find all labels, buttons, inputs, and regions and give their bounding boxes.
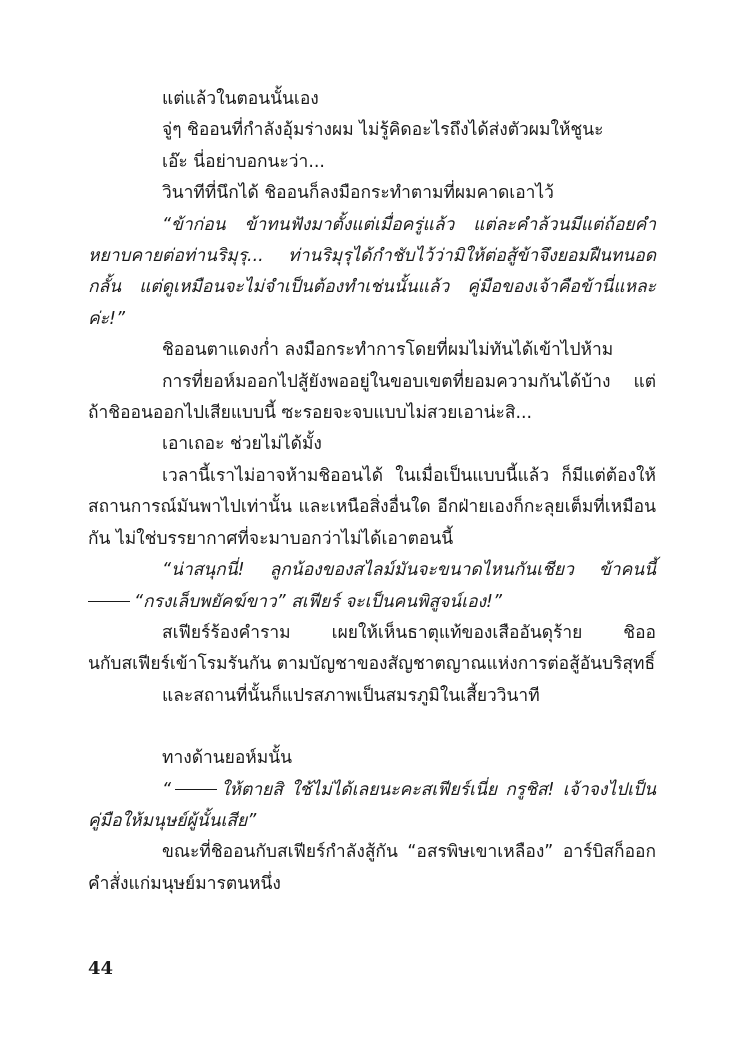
paragraph: การที่ยอห์มออกไปสู้ยังพออยู่ในขอบเขตที่ยอมความกันได้บ้าง แต่ถ้าชิออนออกไปเสียแบบนี้ ซะรอยจะจบแบบไม่สวยเอาน่ะสิ...	[88, 371, 656, 424]
paragraph: จู่ๆ ชิออนที่กำลังอุ้มร่างผม ไม่รู้คิดอะไรถึงได้ส่งตัวผมให้ชูนะ	[162, 120, 604, 141]
page-number: 44	[88, 958, 114, 979]
dialogue-part: ให้ตายสิ ใช้ไม่ได้เลยนะคะสเฟียร์เนี่ย กรูชิส! เจ้าจงไปเป็นคู่มือให้มนุษย์ผู้นั้นเสีย”	[88, 779, 656, 831]
paragraph: ทางด้านยอห์มนั้น	[162, 748, 293, 769]
dialogue-part: “น่าสนุกนี่! ลูกน้องของสไลม์มันจะขนาดไหนกันเชียว ข้าคนนี้	[162, 560, 656, 581]
dialogue-paragraph: “ข้าก่อน ข้าทนฟังมาตั้งแต่เมื่อครู่แล้ว แต่ละคำล้วนมีแต่ถ้อยคำหยาบคายต่อท่านริมุรุ... ท่านริมุรุได้กำชับไว้ว่ามิให้ต่อสู้ข้าจึงยอมฝืนทนอดกลั้น แต่ดูเหมือนจะไม่จำเป็นต้องทำเช่นนั้นแล้ว คู่มือของเจ้าคือข้านี่แหละค่ะ!”	[88, 214, 656, 329]
dialogue-paragraph	[88, 775, 656, 838]
paragraph: วินาทีที่นึกได้ ชิออนก็ลงมือกระทำตามที่ผมคาดเอาไว้	[162, 183, 554, 204]
paragraph: และสถานที่นั้นก็แปรสภาพเป็นสมรภูมิในเสี้ยววินาที	[162, 685, 540, 706]
paragraph: ขณะที่ชิออนกับสเฟียร์กำลังสู้กัน “อสรพิษเขาเหลือง” อาร์บิสก็ออกคำสั่งแก่มนุษย์มารตนหนึ่ง	[88, 842, 656, 894]
paragraph: เวลานี้เราไม่อาจห้ามชิออนได้ ในเมื่อเป็นแบบนี้แล้ว ก็มีแต่ต้องให้สถานการณ์มันพาไปเท่านั้น และเหนือสิ่งอื่นใด อีกฝ่ายเองก็กะลุยเต็มที่เหมือนกัน ไม่ใช่บรรยากาศที่จะมาบอกว่าไม่ได้เอาตอนนี้	[88, 465, 656, 549]
scene-break	[88, 712, 656, 743]
paragraph: เอ๊ะ นี่อย่าบอกนะว่า...	[162, 151, 325, 172]
dialogue-paragraph	[88, 555, 656, 618]
paragraph: สเฟียร์ร้องคำราม เผยให้เห็นธาตุแท้ของเสืออันดุร้าย ชิออนกับสเฟียร์เข้าโรมรันกัน ตามบัญชาของสัญชาตญาณแห่งการต่อสู้อันบริสุทธิ์	[88, 622, 656, 675]
dialogue-part: “	[162, 779, 172, 800]
paragraph: เอาเถอะ ช่วยไม่ได้มั้ง	[162, 434, 322, 455]
page-body	[88, 84, 656, 900]
dialogue-part: “กรงเล็บพยัคฆ์ขาว” สเฟียร์ จะเป็นคนพิสูจน์เอง!”	[134, 591, 503, 612]
paragraph: ชิออนตาแดงก่ำ ลงมือกระทำการโดยที่ผมไม่ทันได้เข้าไปห้าม	[162, 340, 614, 361]
paragraph: แต่แล้วในตอนนั้นเอง	[162, 89, 319, 109]
em-dash-rule	[88, 601, 130, 602]
em-dash-rule	[175, 789, 217, 790]
